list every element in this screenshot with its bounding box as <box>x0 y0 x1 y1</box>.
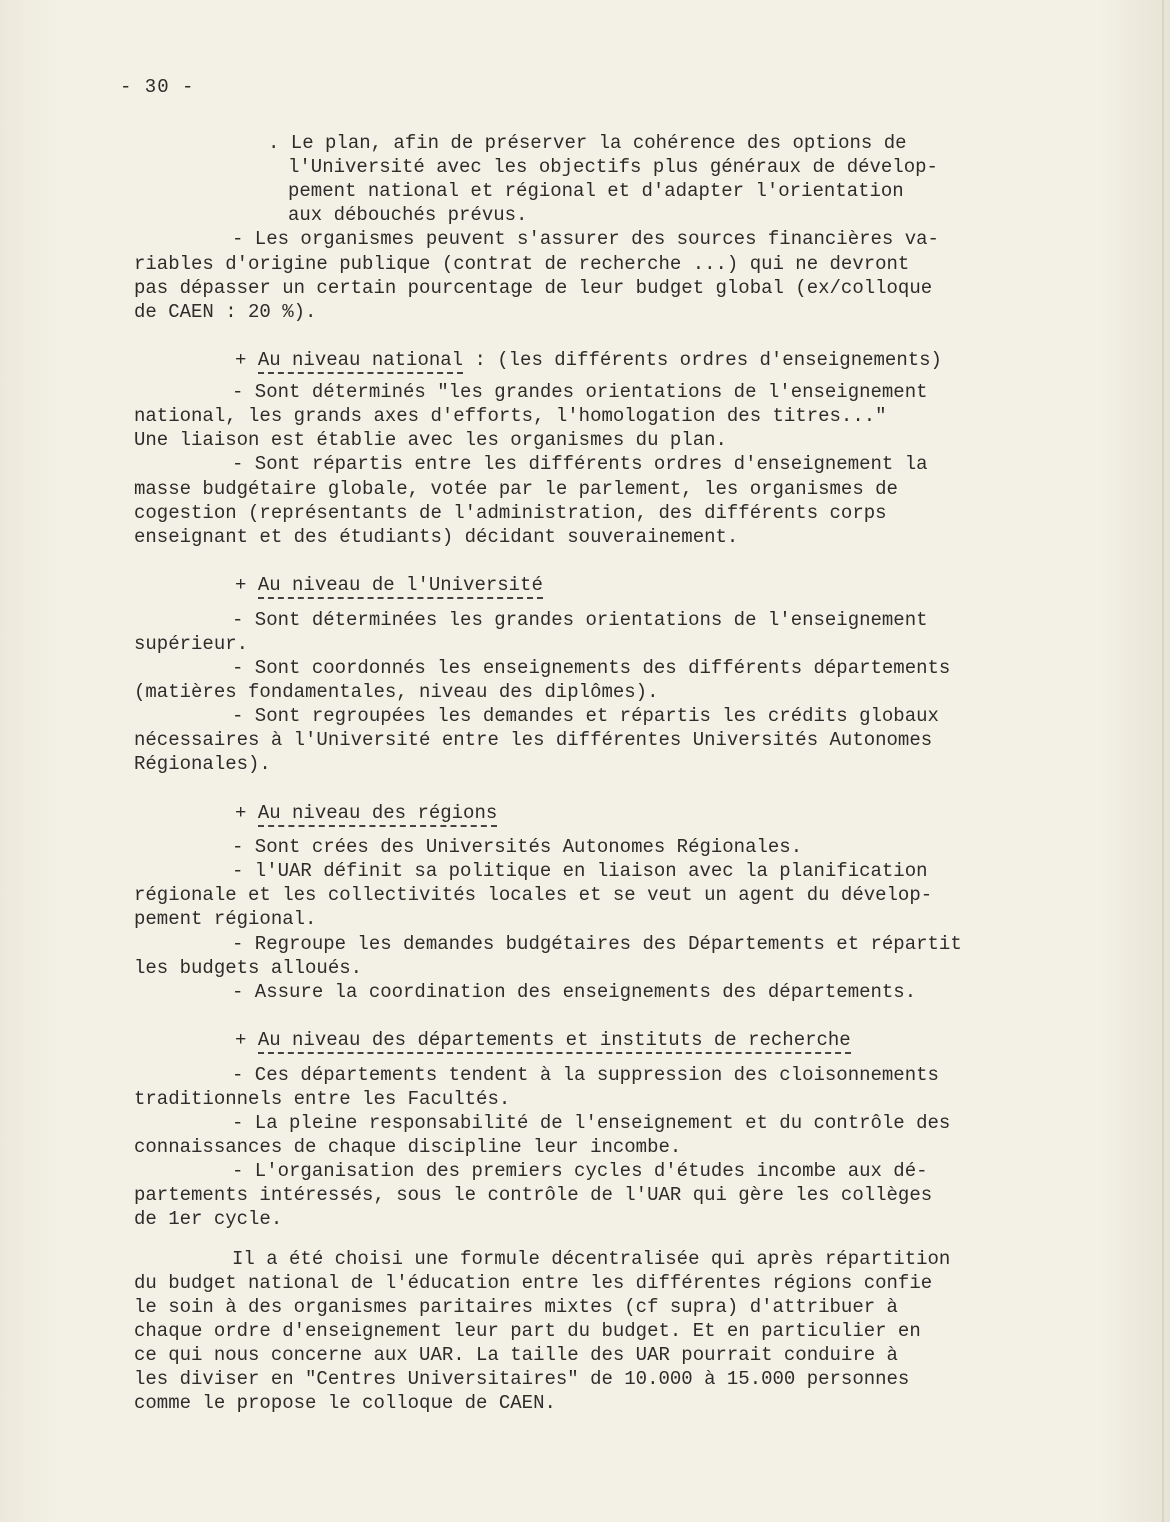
text-line: - Sont coordonnés les enseignements des différents départements <box>232 657 951 679</box>
text-line: . Le plan, afin de préserver la cohérence des options de <box>268 132 907 154</box>
page-number: - 30 - <box>120 76 195 98</box>
text-line: chaque ordre d'enseignement leur part du budget. Et en particulier en <box>134 1320 921 1342</box>
text-line: les budgets alloués. <box>134 957 363 979</box>
text-line: national, les grands axes d'efforts, l'homologation des titres..." <box>134 405 887 427</box>
text-line: - La pleine responsabilité de l'enseignement et du contrôle des <box>232 1112 951 1134</box>
heading-label: Au niveau des départements et instituts de recherche <box>258 1029 851 1054</box>
text-line: Il a été choisi une formule décentralisée qui après répartition <box>232 1248 951 1270</box>
text-line: masse budgétaire globale, votée par le parlement, les organismes de <box>134 478 898 500</box>
text-line: l'Université avec les objectifs plus généraux de dévelop- <box>288 156 938 178</box>
text-line: de CAEN : 20 %). <box>134 301 317 323</box>
text-line: - Les organismes peuvent s'assurer des sources financières va- <box>232 228 939 250</box>
text-line: cogestion (représentants de l'administration, des différents corps <box>134 502 887 524</box>
text-line: traditionnels entre les Facultés. <box>134 1088 511 1110</box>
text-line: - l'UAR définit sa politique en liaison avec la planification <box>232 860 928 882</box>
text-line: Régionales). <box>134 753 271 775</box>
text-line: ce qui nous concerne aux UAR. La taille des UAR pourrait conduire à <box>134 1344 898 1366</box>
text-line: connaissances de chaque discipline leur incombe. <box>134 1136 682 1158</box>
heading-label: Au niveau des régions <box>258 802 497 827</box>
text-line: - Sont déterminées les grandes orientations de l'enseignement <box>232 609 928 631</box>
text-line: riables d'origine publique (contrat de recherche ...) qui ne devront <box>134 253 910 275</box>
text-line: pement régional. <box>134 908 317 930</box>
section-heading-departements <box>235 1028 851 1052</box>
heading-label: Au niveau de l'Université <box>258 574 543 599</box>
text-line: de 1er cycle. <box>134 1208 283 1230</box>
text-line: enseignant et des étudiants) décidant souverainement. <box>134 526 739 548</box>
page-edge-shadow <box>1162 0 1164 1522</box>
text-line: - Sont déterminés "les grandes orientations de l'enseignement <box>232 381 928 403</box>
text-line: - Sont crées des Universités Autonomes Régionales. <box>232 836 803 858</box>
text-line: (matières fondamentales, niveau des diplômes). <box>134 681 659 703</box>
text-line: régionale et les collectivités locales et se veut un agent du dévelop- <box>134 884 933 906</box>
section-heading-national <box>235 348 942 372</box>
text-line: Une liaison est établie avec les organismes du plan. <box>134 429 727 451</box>
text-line: - Ces départements tendent à la suppression des cloisonnements <box>232 1064 939 1086</box>
text-line: nécessaires à l'Université entre les différentes Universités Autonomes <box>134 729 933 751</box>
text-line: pas dépasser un certain pourcentage de leur budget global (ex/colloque <box>134 277 933 299</box>
text-line: pement national et régional et d'adapter l'orientation <box>288 180 904 202</box>
heading-prefix: + <box>235 574 258 596</box>
section-heading-universite <box>235 573 543 597</box>
text-line: - L'organisation des premiers cycles d'études incombe aux dé- <box>232 1160 928 1182</box>
text-line: les diviser en "Centres Universitaires" de 10.000 à 15.000 personnes <box>134 1368 910 1390</box>
section-heading-regions <box>235 801 497 825</box>
text-line: - Assure la coordination des enseignements des départements. <box>232 981 917 1003</box>
text-line: du budget national de l'éducation entre les différentes régions confie <box>134 1272 933 1294</box>
text-line: - Regroupe les demandes budgétaires des Départements et répartit <box>232 933 962 955</box>
text-line: supérieur. <box>134 633 249 655</box>
text-line: aux débouchés prévus. <box>288 204 528 226</box>
text-line: le soin à des organismes paritaires mixtes (cf supra) d'attribuer à <box>134 1296 898 1318</box>
text-line: partements intéressés, sous le contrôle de l'UAR qui gère les collèges <box>134 1184 933 1206</box>
heading-prefix: + <box>235 1029 258 1051</box>
heading-prefix: + <box>235 349 258 371</box>
text-line: - Sont regroupées les demandes et répartis les crédits globaux <box>232 705 939 727</box>
heading-suffix: : (les différents ordres d'enseignements) <box>463 349 942 371</box>
text-line: - Sont répartis entre les différents ordres d'enseignement la <box>232 453 928 475</box>
heading-label: Au niveau national <box>258 349 463 374</box>
text-line: comme le propose le colloque de CAEN. <box>134 1392 556 1414</box>
heading-prefix: + <box>235 802 258 824</box>
